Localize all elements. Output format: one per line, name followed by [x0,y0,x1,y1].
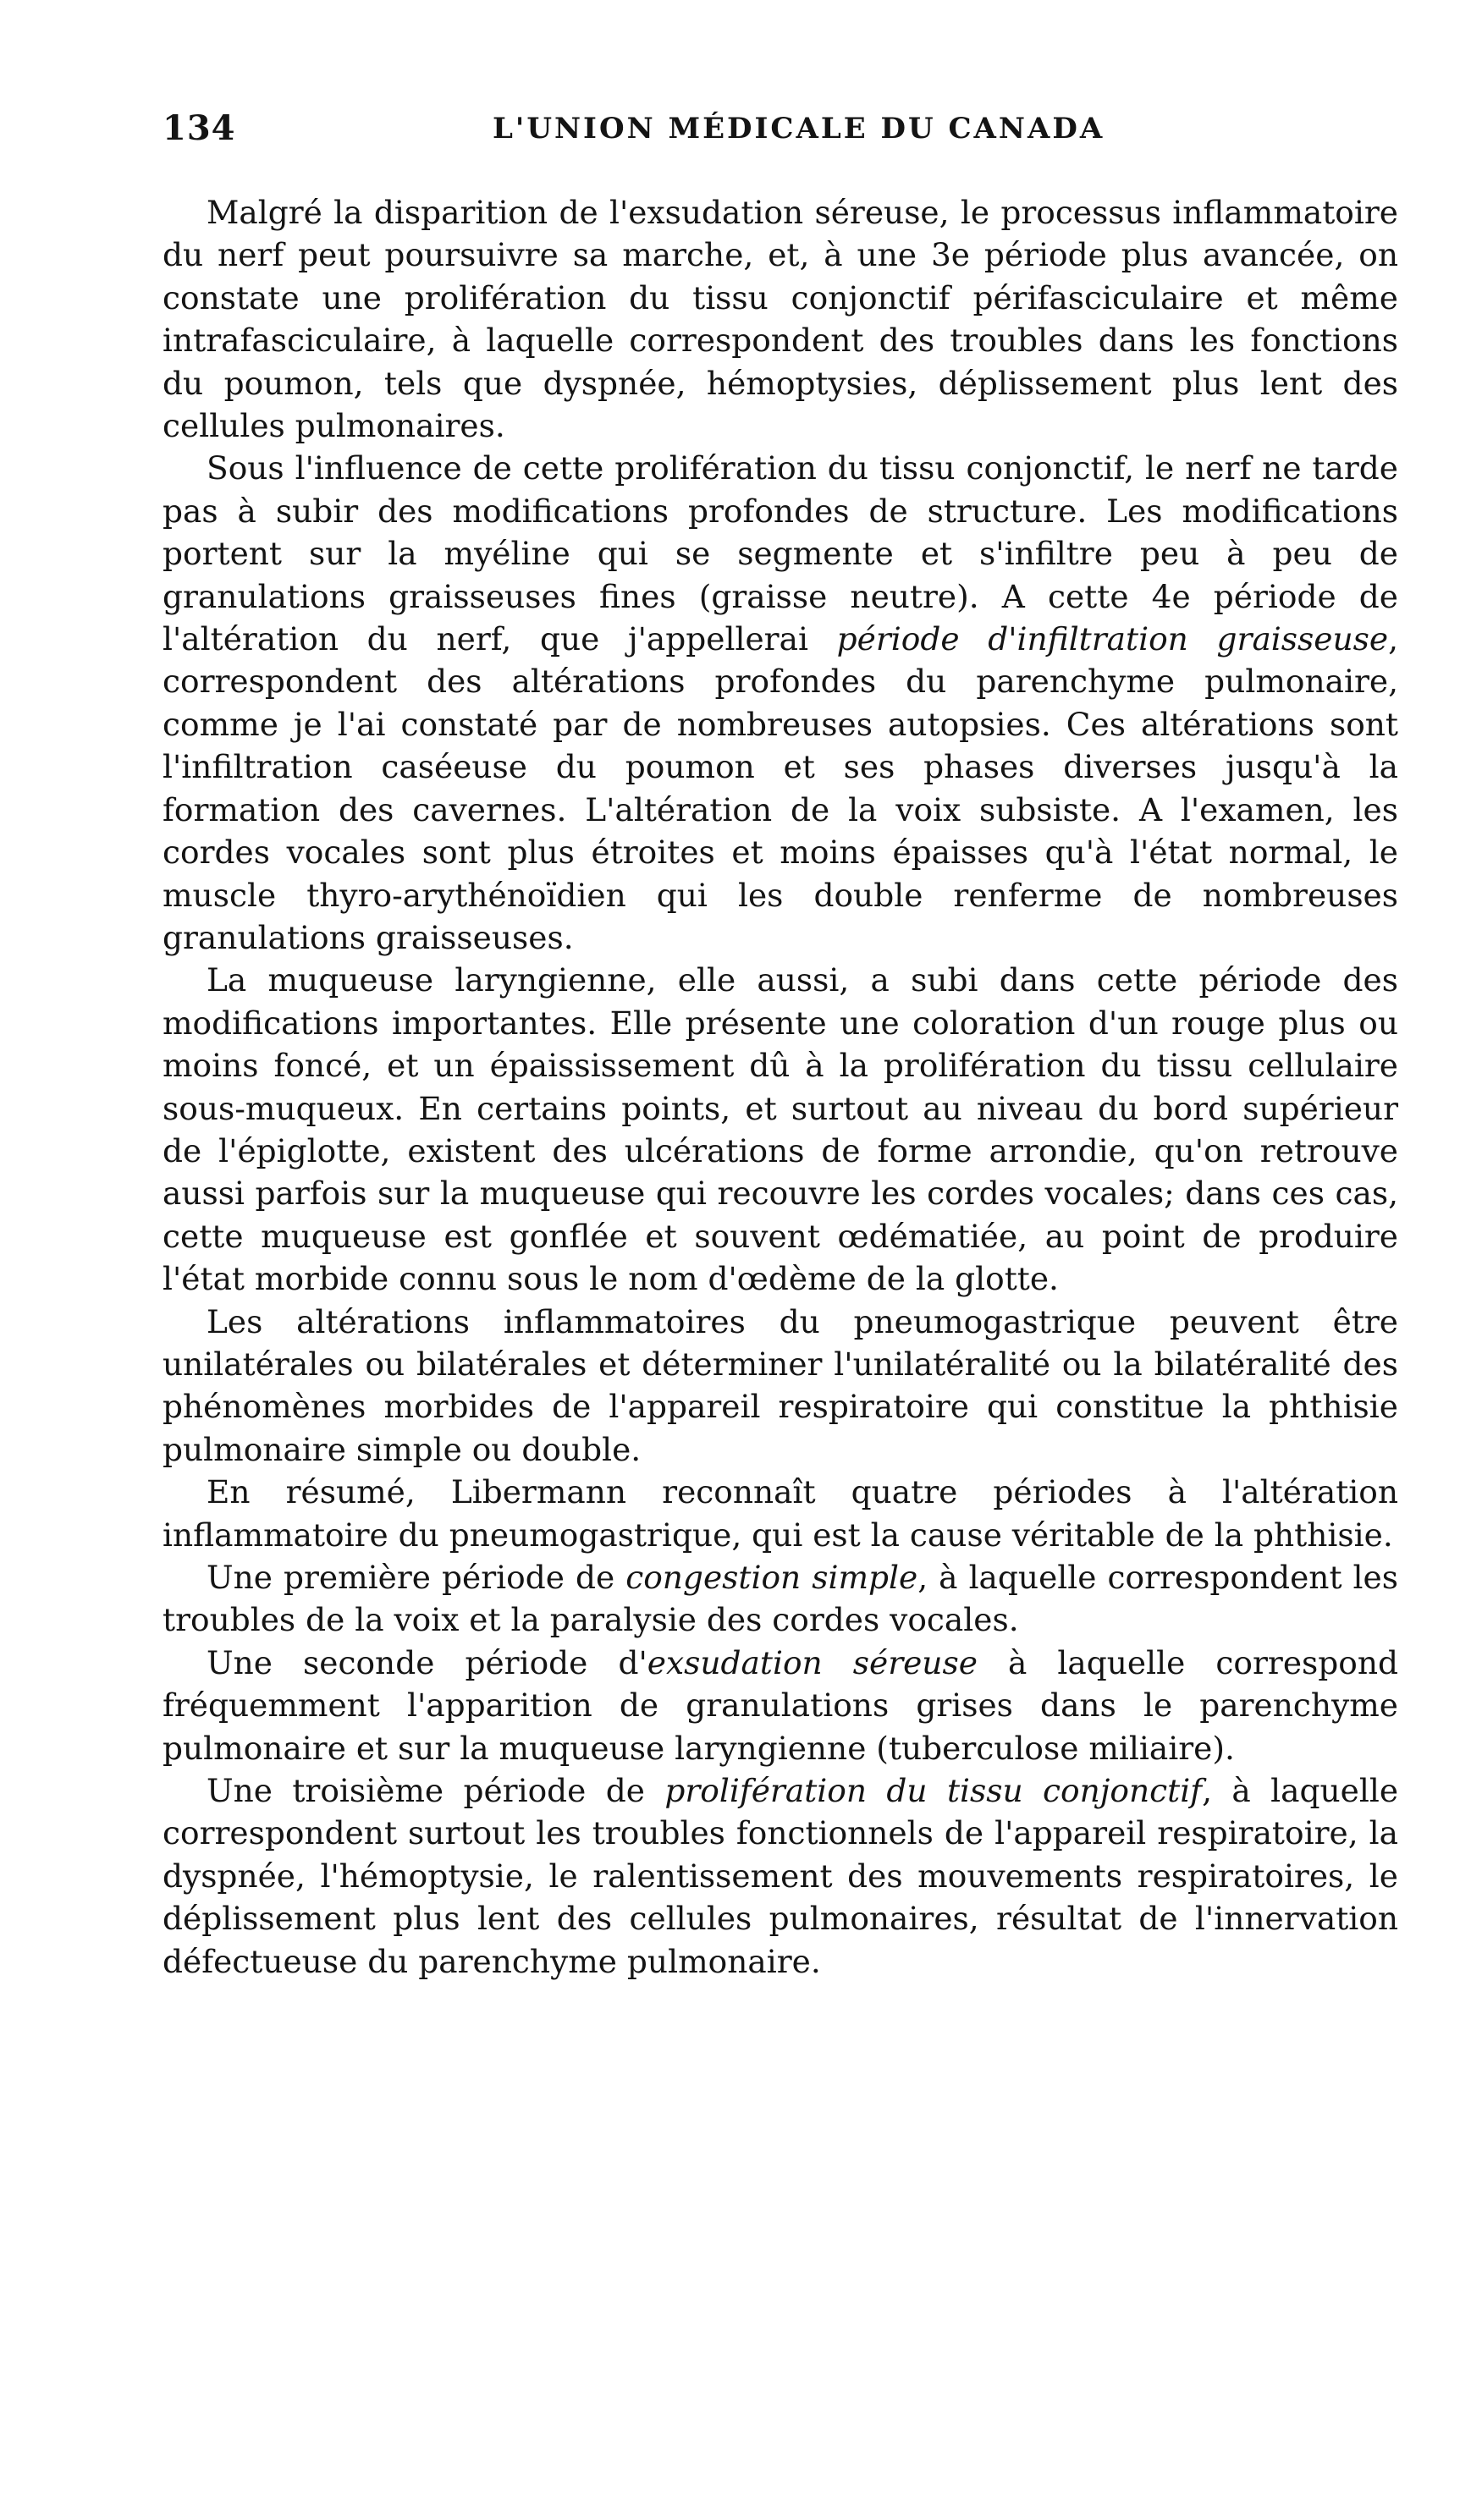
paragraph-text: En résumé, Libermann reconnaît quatre périodes à l'altération inflammatoire du pneumogastrique, qui est la cause véritable de la phthisie. [163,1473,1398,1554]
paragraph-text-start: Une troisième période de [207,1772,665,1810]
paragraph-third-period [163,1769,1398,1983]
paragraph-unilateral-bilateral [163,1301,1398,1472]
paragraph-text: Les altérations inflammatoires du pneumogastrique peuvent être unilatérales ou bilatérales et déterminer l'unilatéralité ou la bilatéralité des phénomènes morbides de l'appareil respiratoire qui constitue la phthisie pulmonaire simple ou double. [163,1302,1398,1468]
italic-term: prolifération du tissu conjonctif [664,1772,1203,1810]
page-number: 134 [163,108,236,148]
paragraph-laryngeal-mucosa [163,959,1398,1300]
paragraph-summary [163,1471,1398,1556]
paragraph-text-end: , à laquelle correspondent les troubles de la voix et la paralysie des cordes vocales. [163,1559,1398,1639]
paragraph-text-start: Une seconde période d' [207,1643,647,1681]
running-title: L'UNION MÉDICALE DU CANADA [493,112,1105,146]
paragraph-fourth-period [163,447,1398,959]
paragraph-third-period-symptoms [163,191,1398,447]
paragraph-text-start: Sous l'influence de cette prolifération du tissu conjonctif, le nerf ne tarde pas à subir des modifications profondes de structure. Les modifications portent sur la myéline qui se segmente et s'infiltre peu à peu de granulations graisseuses fines (graisse neutre). A cette 4e période de l'altération du nerf, que j'appellerai [163,449,1398,658]
paragraph-text: Malgré la disparition de l'exsudation séreuse, le processus inflammatoire du nerf peut poursuivre sa marche, et, à une 3e période plus avancée, on constate une prolifération du tissu conjonctif périfasciculaire et même intrafasciculaire, à laquelle correspondent des troubles dans les fonctions du poumon, tels que dyspnée, hémoptysies, déplissement plus lent des cellules pulmonaires. [163,194,1398,445]
paragraph-first-period [163,1556,1398,1642]
paragraph-text: La muqueuse laryngienne, elle aussi, a subi dans cette période des modifications importantes. Elle présente une coloration d'un rouge plus ou moins foncé, et un épaississement dû à la prolifération du tissu cellulaire sous-muqueux. En certains points, et surtout au niveau du bord supérieur de l'épiglotte, existent des ulcérations de forme arrondie, qu'on retrouve aussi parfois sur la muqueuse qui recouvre les cordes vocales; dans ces cas, cette muqueuse est gonflée et souvent œdématiée, au point de produire l'état morbide connu sous le nom d'œdème de la glotte. [163,961,1398,1298]
paragraph-text-end: à laquelle correspond fréquemment l'apparition de granulations grises dans le parenchyme pulmonaire et sur la muqueuse laryngienne (tuberculose miliaire). [163,1643,1398,1767]
paragraph-text-start: Une première période de [207,1559,626,1596]
paragraph-text-end: , à laquelle correspondent surtout les troubles fonctionnels de l'appareil respiratoire, la dyspnée, l'hémoptysie, le ralentissement des mouvements respiratoires, le déplissement plus lent des cellules pulmonaires, résultat de l'innervation défectueuse du parenchyme pulmonaire. [163,1772,1399,1980]
paragraph-text-end: , correspondent des altérations profondes du parenchyme pulmonaire, comme je l'ai constaté par de nombreuses autopsies. Ces altérations sont l'infiltration caséeuse du poumon et ses phases diverses jusqu'à la formation des cavernes. L'altération de la voix subsiste. A l'examen, les cordes vocales sont plus étroites et moins épaisses qu'à l'état normal, le muscle thyro-arythénoïdien qui les double renferme de nombreuses granulations graisseuses. [163,620,1398,956]
italic-term: période d'infiltration graisseuse [836,620,1389,658]
body-text [163,191,1398,1983]
italic-term: exsudation séreuse [647,1643,978,1681]
paragraph-second-period [163,1642,1398,1769]
page-header [163,108,1398,159]
italic-term: congestion simple [625,1559,918,1596]
